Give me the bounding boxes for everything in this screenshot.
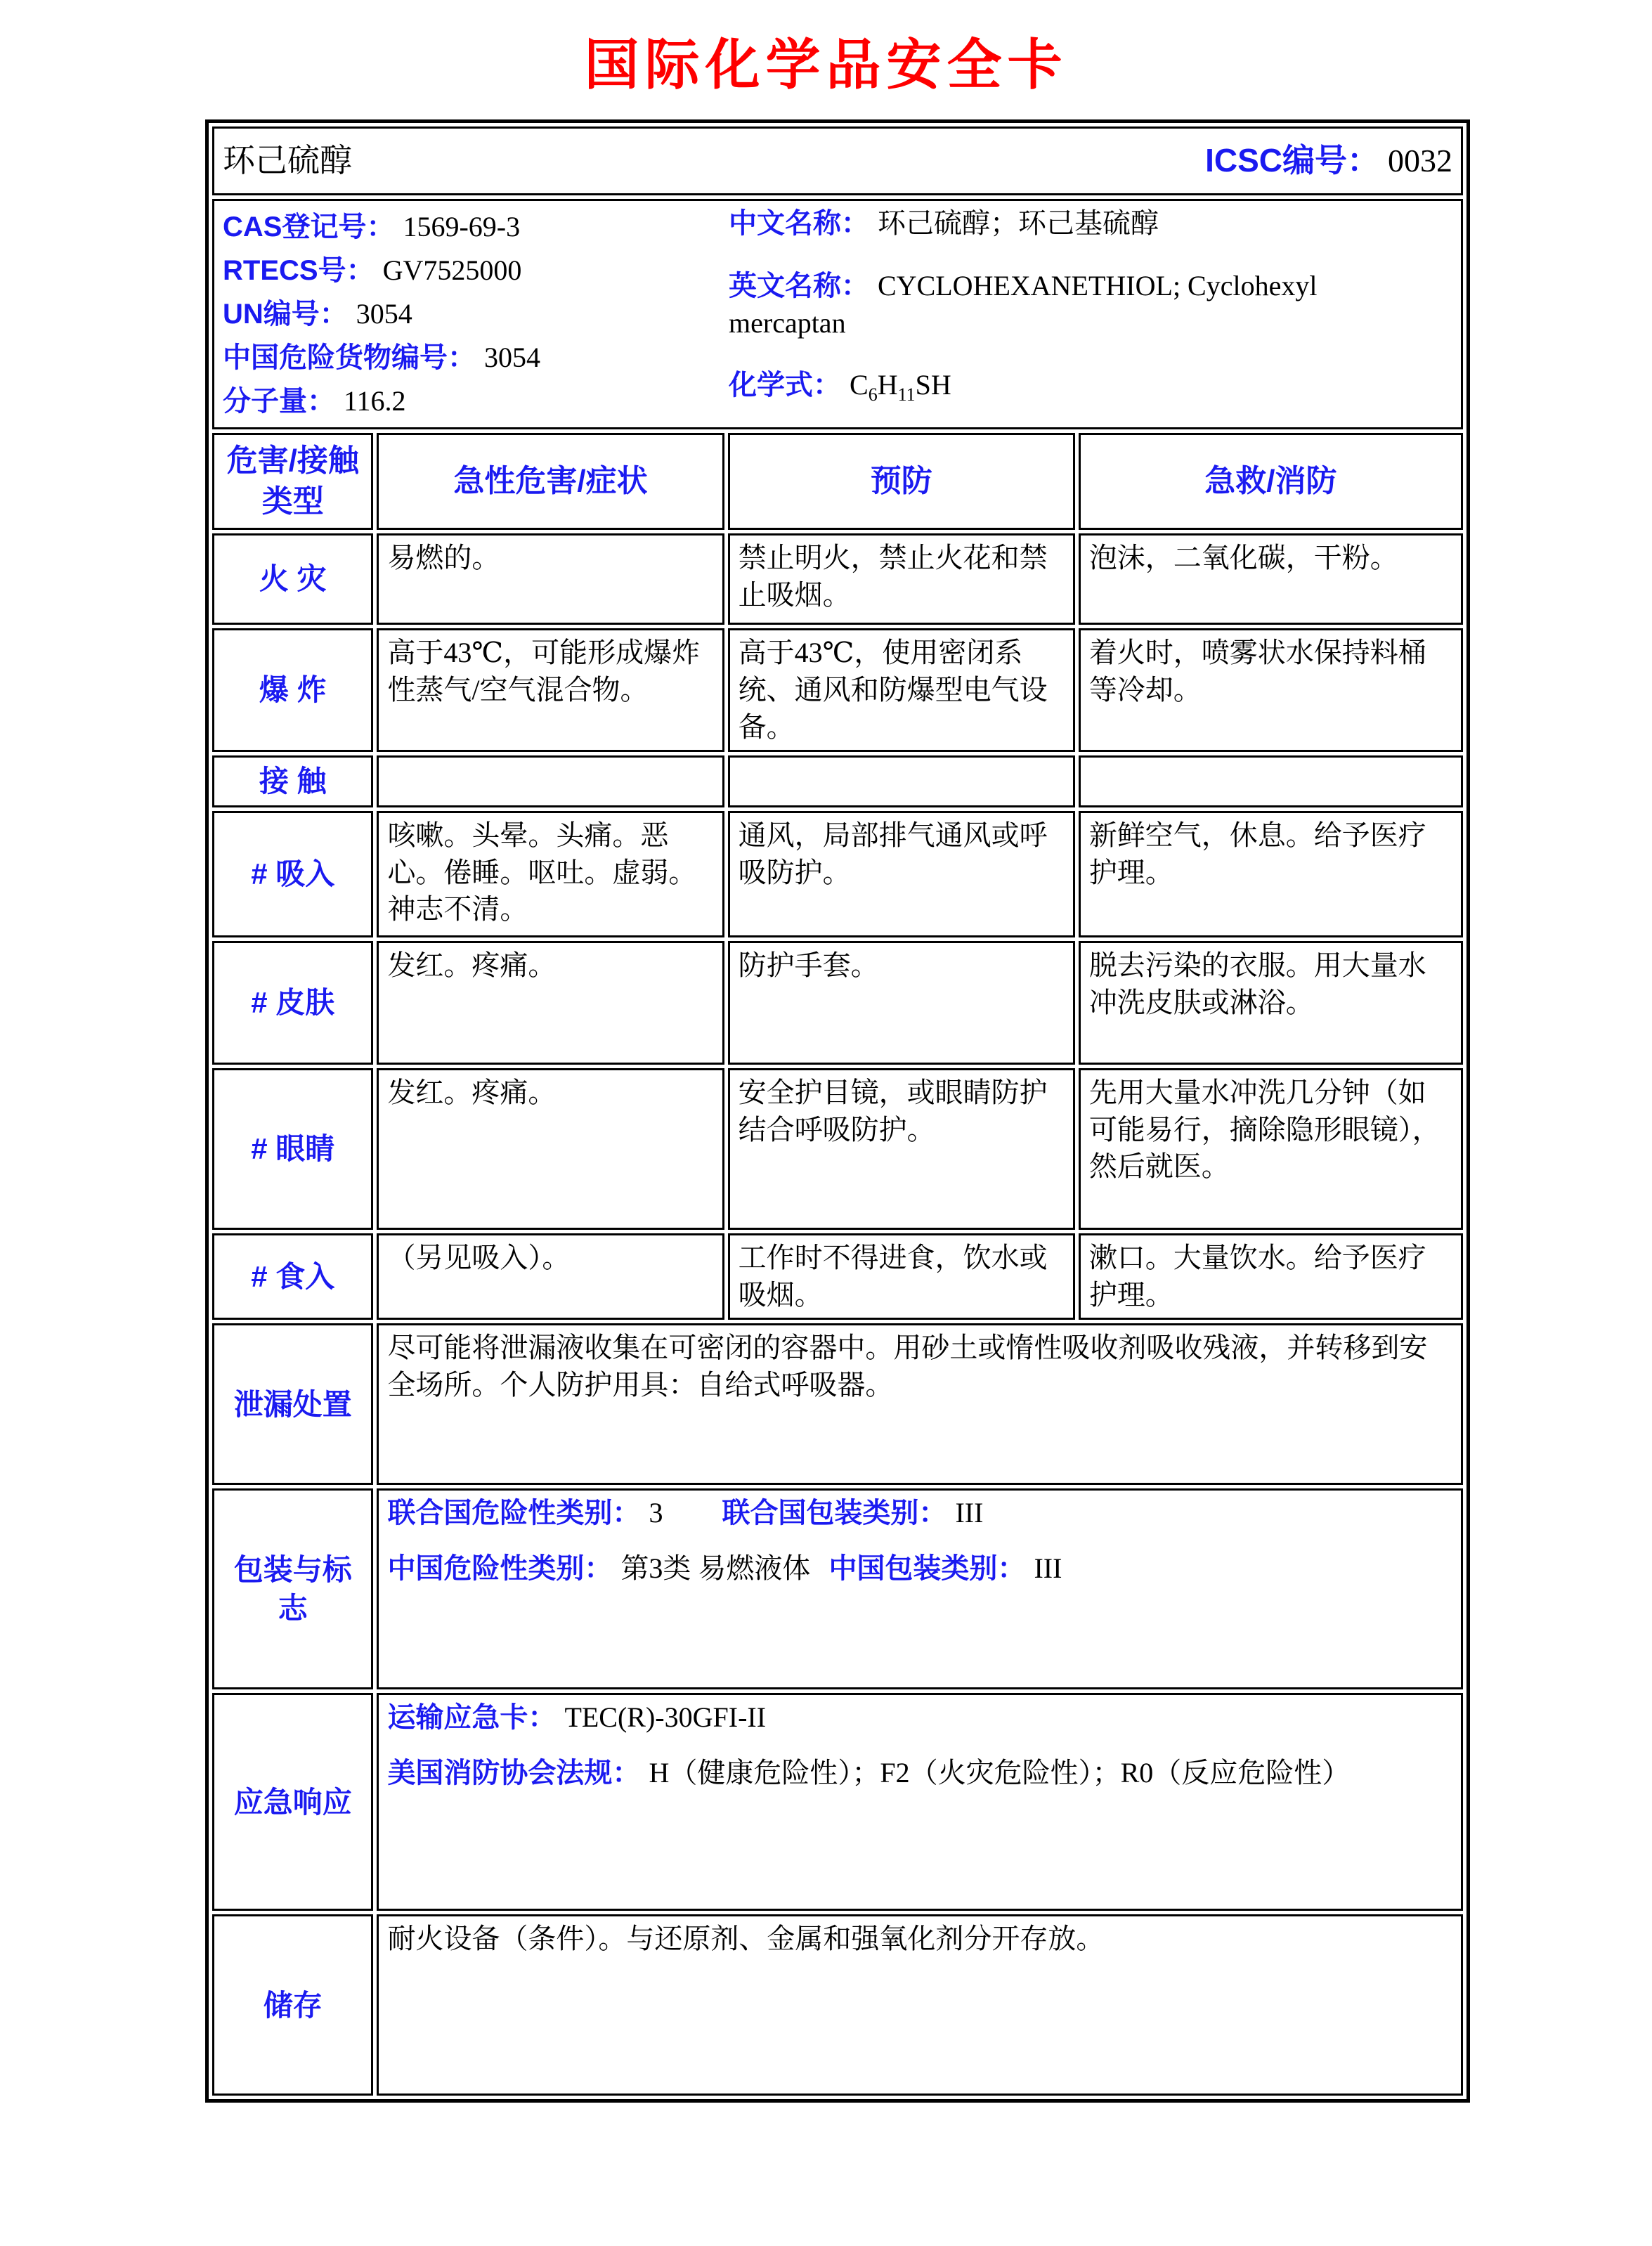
- un-classification-line: [387, 1495, 1452, 1532]
- fire-prevention: 禁止明火，禁止火花和禁止吸烟。: [728, 533, 1075, 625]
- un-hazard-class-label: 联合国危险性类别：: [387, 1498, 641, 1529]
- ingestion-symptoms: （另见吸入）。: [377, 1233, 724, 1320]
- fire-type-label: 火 灾: [212, 533, 373, 625]
- hazard-row-inhalation: [212, 811, 1463, 937]
- formula-part: H: [877, 369, 898, 401]
- china-dg-number-line: [223, 336, 715, 379]
- un-pack-group-label: 联合国包装类别：: [722, 1498, 947, 1529]
- china-hazard-class-label: 中国危险性类别：: [387, 1553, 613, 1585]
- un-label: UN编号：: [223, 299, 348, 330]
- packaging-content: [377, 1488, 1463, 1689]
- emergency-response-label: 应急响应: [212, 1693, 373, 1911]
- molecular-weight-line: [223, 379, 715, 423]
- skin-type-label: # 皮肤: [212, 941, 373, 1065]
- hazard-row-eyes: [212, 1068, 1463, 1230]
- exposure-symptoms: [377, 755, 724, 807]
- english-name-block: [729, 268, 1347, 342]
- identifiers-cell: [212, 199, 1463, 429]
- ingestion-prevention: 工作时不得进食，饮水或吸烟。: [728, 1233, 1075, 1320]
- section-row-packaging: [212, 1488, 1463, 1689]
- un-hazard-class-pair: [387, 1497, 663, 1528]
- eyes-type-label: # 眼睛: [212, 1068, 373, 1230]
- storage-content: 耐火设备（条件）。与还原剂、金属和强氧化剂分开存放。: [377, 1914, 1463, 2096]
- nfpa-code-line: [387, 1755, 1452, 1792]
- china-hazard-class-value: 第3类 易燃液体: [620, 1552, 811, 1585]
- header-acute-symptoms: 急性危害/症状: [377, 433, 724, 530]
- hazard-row-exposure: [212, 755, 1463, 807]
- packaging-label: 包装与标志: [212, 1488, 373, 1689]
- chinese-name-value: 环己硫醇；环己基硫醇: [878, 207, 1159, 239]
- identifiers-row: [212, 199, 1463, 429]
- hazard-row-explosion: [212, 628, 1463, 752]
- icsc-label: ICSC编号：: [1205, 142, 1379, 179]
- card-header-cell: [212, 126, 1463, 195]
- explosion-symptoms: 高于43℃，可能形成爆炸性蒸气/空气混合物。: [377, 628, 724, 752]
- chemical-formula-block: [729, 367, 1347, 407]
- china-dg-value: 3054: [484, 342, 540, 373]
- inhalation-type-label: # 吸入: [212, 811, 373, 937]
- nfpa-code-label: 美国消防协会法规：: [387, 1758, 641, 1789]
- english-name-label: 英文名称：: [729, 270, 869, 301]
- substance-name: 环己硫醇: [223, 142, 352, 178]
- eyes-prevention: 安全护目镜，或眼睛防护结合呼吸防护。: [728, 1068, 1075, 1230]
- chemical-formula-label: 化学式：: [729, 370, 841, 401]
- cas-number-line: [223, 205, 715, 249]
- hazard-table-header-row: [212, 433, 1463, 530]
- exposure-response: [1079, 755, 1463, 807]
- inhalation-symptoms: 咳嗽。头晕。头痛。恶心。倦睡。呕吐。虚弱。神志不清。: [377, 811, 724, 937]
- formula-part: C: [850, 369, 869, 401]
- un-number-line: [223, 292, 715, 336]
- china-classification-line: [387, 1550, 1452, 1588]
- spillage-label: 泄漏处置: [212, 1323, 373, 1485]
- page-title: 国际化学品安全卡: [584, 34, 1068, 96]
- molecular-weight-label: 分子量：: [223, 386, 335, 417]
- cas-label: CAS登记号：: [223, 212, 395, 242]
- english-name-value: CYCLOHEXANETHIOL; Cyclohexyl mercaptan: [729, 269, 1318, 339]
- explosion-type-label: 爆 炸: [212, 628, 373, 752]
- header-first-aid-firefighting: 急救/消防: [1079, 433, 1463, 530]
- icsc-number: 0032: [1388, 143, 1452, 179]
- identifiers-left-column: [223, 205, 715, 423]
- header-prevention: 预防: [728, 433, 1075, 530]
- transport-emergency-card-value: TEC(R)-30GFI-II: [564, 1701, 767, 1734]
- skin-response: 脱去污染的衣服。用大量水冲洗皮肤或淋浴。: [1079, 941, 1463, 1065]
- hazard-row-skin: [212, 941, 1463, 1065]
- chinese-name-label: 中文名称：: [729, 208, 869, 239]
- exposure-prevention: [728, 755, 1075, 807]
- section-row-storage: [212, 1914, 1463, 2096]
- fire-symptoms: 易燃的。: [377, 533, 724, 625]
- china-pack-group-label: 中国包装类别：: [828, 1553, 1026, 1585]
- inhalation-prevention: 通风，局部排气通风或呼吸防护。: [728, 811, 1075, 937]
- chemical-formula-value: [850, 369, 951, 405]
- formula-part: SH: [915, 369, 951, 401]
- storage-label: 储存: [212, 1914, 373, 2096]
- chinese-name-block: [729, 205, 1347, 242]
- un-pack-group-value: III: [955, 1497, 984, 1529]
- safety-card-table: [205, 119, 1470, 2103]
- card-header-row: [212, 126, 1463, 195]
- molecular-weight-value: 116.2: [344, 385, 406, 417]
- eyes-symptoms: 发红。疼痛。: [377, 1068, 724, 1230]
- emergency-response-content: [377, 1693, 1463, 1911]
- un-value: 3054: [356, 298, 412, 330]
- china-pack-group-value: III: [1034, 1552, 1062, 1585]
- section-row-emergency-response: [212, 1693, 1463, 1911]
- ingestion-type-label: # 食入: [212, 1233, 373, 1320]
- formula-subscript: 6: [868, 384, 878, 405]
- hazard-row-fire: [212, 533, 1463, 625]
- explosion-prevention: 高于43℃，使用密闭系统、通风和防爆型电气设备。: [728, 628, 1075, 752]
- fire-response: 泡沫，二氧化碳，干粉。: [1079, 533, 1463, 625]
- nfpa-code-value: H（健康危险性）；F2（火灾危险性）；R0（反应危险性）: [649, 1757, 1351, 1789]
- identifiers-right-column: [729, 205, 1347, 408]
- hazard-row-ingestion: [212, 1233, 1463, 1320]
- rtecs-label: RTECS号：: [223, 255, 375, 286]
- china-dg-label: 中国危险货物编号：: [223, 342, 476, 373]
- skin-symptoms: 发红。疼痛。: [377, 941, 724, 1065]
- inhalation-response: 新鲜空气，休息。给予医疗护理。: [1079, 811, 1463, 937]
- un-hazard-class-value: 3: [649, 1497, 663, 1529]
- cas-value: 1569-69-3: [403, 211, 521, 242]
- china-pack-group-pair: [828, 1552, 1062, 1584]
- china-hazard-class-pair: [387, 1552, 810, 1584]
- un-pack-group-pair: [722, 1497, 983, 1528]
- rtecs-number-line: [223, 249, 715, 292]
- section-row-spillage: [212, 1323, 1463, 1485]
- eyes-response: 先用大量水冲洗几分钟（如可能易行，摘除隐形眼镜），然后就医。: [1079, 1068, 1463, 1230]
- rtecs-value: GV7525000: [382, 254, 522, 286]
- transport-emergency-card-line: [387, 1699, 1452, 1737]
- header-hazard-type: 危害/接触类型: [212, 433, 373, 530]
- ingestion-response: 漱口。大量饮水。给予医疗护理。: [1079, 1233, 1463, 1320]
- transport-emergency-card-label: 运输应急卡：: [387, 1702, 557, 1734]
- explosion-response: 着火时，喷雾状水保持料桶等冷却。: [1079, 628, 1463, 752]
- icsc-number-group: [1205, 139, 1452, 183]
- exposure-type-label: 接 触: [212, 755, 373, 807]
- formula-subscript: 11: [897, 384, 916, 405]
- spillage-content: 尽可能将泄漏液收集在可密闭的容器中。用砂土或惰性吸收剂吸收残液，并转移到安全场所。个人防护用具：自给式呼吸器。: [377, 1323, 1463, 1485]
- skin-prevention: 防护手套。: [728, 941, 1075, 1065]
